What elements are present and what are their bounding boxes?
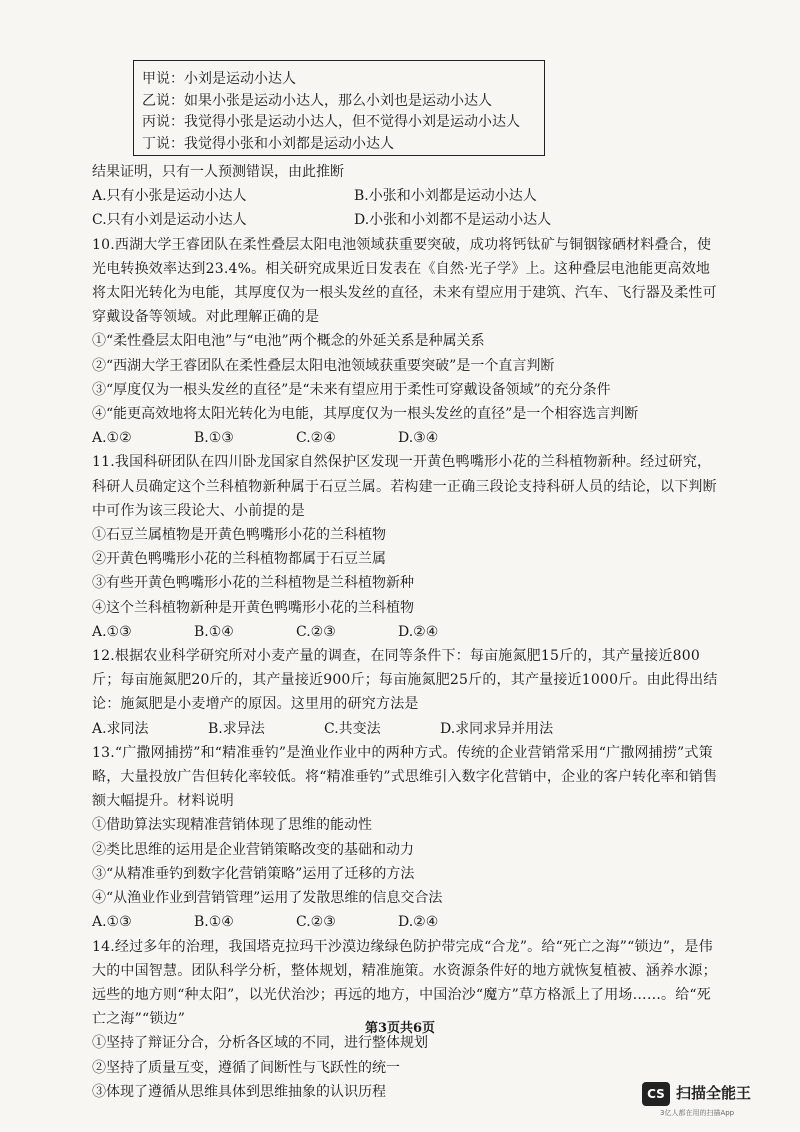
watermark-title: 扫描全能王: [676, 1084, 752, 1102]
q9-option-d: D.小张和小刘都不是运动小达人: [354, 212, 552, 229]
page-number: 第3页共6页: [364, 1021, 436, 1036]
q11-item-4: ④这个兰科植物新种是开黄色鸭嘴形小花的兰科植物: [92, 599, 414, 616]
question-9: [92, 160, 722, 233]
q14-item-3: ③体现了遵循从思维具体到思维抽象的认识历程: [92, 1083, 386, 1100]
q11-item-3: ③有些开黄色鸭嘴形小花的兰科植物是兰科植物新种: [92, 575, 414, 592]
q9-option-c: C.只有小刘是运动小达人: [92, 212, 247, 229]
question-13: [92, 741, 722, 935]
watermark-subtitle: 3亿人都在用的扫描App: [660, 1109, 735, 1117]
q13-stem: 13.“广撒网捕捞”和“精准垂钓”是渔业作业中的两种方式。传统的企业营销常采用“广撒网捕捞”式策略，大量投放广告但转化率较低。将“精准垂钓”式思维引入数字化营销中，企业的客户转化率和销售额大幅提升。材料说明: [92, 744, 718, 810]
q13-item-2: ②类比思维的运用是企业营销策略改变的基础和动力: [92, 841, 414, 858]
q13-item-1: ①借助算法实现精准营销体现了思维的能动性: [92, 817, 372, 834]
question-10: [92, 233, 722, 451]
q11-option-c: C.②③: [296, 623, 336, 640]
q10-item-3: ③“厚度仅为一根头发丝的直径”是“未来有望应用于柔性可穿戴设备领域”的充分条件: [92, 381, 611, 398]
q10-item-4: ④“能更高效地将太阳光转化为电能，其厚度仅为一根头发丝的直径”是一个相容选言判断: [92, 406, 639, 423]
q12-option-b: B.求异法: [208, 720, 265, 737]
statement-box: [133, 60, 545, 156]
q10-option-a: A.①②: [92, 430, 132, 447]
q12-stem: 12.根据农业科学研究所对小麦产量的调查，在同等条件下：每亩施氮肥15斤的，其产量接近800斤；每亩施氮肥20斤的，其产量接近900斤；每亩施氮肥25斤的，其产量接近1000斤。由此得出结论：施氮肥是小麦增产的原因。这里用的研究方法是: [92, 648, 718, 713]
statement-bing: 丙说：我觉得小张是运动小达人，但不觉得小刘是运动小达人: [142, 114, 520, 130]
q14-item-2: ②坚持了质量互变，遵循了间断性与飞跃性的统一: [92, 1059, 400, 1076]
q11-option-b: B.①④: [194, 623, 234, 640]
q11-item-1: ①石豆兰属植物是开黄色鸭嘴形小花的兰科植物: [92, 527, 386, 544]
q10-option-c: C.②④: [296, 430, 336, 447]
q13-item-4: ④“从渔业作业到营销管理”运用了发散思维的信息交合法: [92, 890, 443, 907]
camscanner-logo-icon: CS: [642, 1082, 670, 1106]
statement-jia: 甲说：小刘是运动小达人: [142, 71, 296, 87]
q11-stem: 11.我国科研团队在四川卧龙国家自然保护区发现一开黄色鸭嘴形小花的兰科植物新种。经过研究，科研人员确定这个兰科植物新种属于石豆兰属。若构建一正确三段论支持科研人员的结论，以下判断中可作为该三段论大、小前提的是: [92, 454, 717, 519]
q10-item-2: ②“西湖大学王睿团队在柔性叠层太阳电池领域获重要突破”是一个直言判断: [92, 357, 555, 374]
q10-stem: 10.西湖大学王睿团队在柔性叠层太阳电池领域获重要突破，成功将钙钛矿与铜铟镓硒材料叠合，使光电转换效率达到23.4%。相关研究成果近日发表在《自然·光子学》上。这种叠层电池能更高效地将太阳光转化为电能，其厚度仅为一根头发丝的直径，未来有望应用于建筑、汽车、飞行器及柔性可穿戴设备等领域。对此理解正确的是: [92, 236, 717, 326]
q10-item-1: ①“柔性叠层太阳电池”与“电池”两个概念的外延关系是种属关系: [92, 333, 485, 350]
q12-option-d: D.求同求异并用法: [440, 720, 554, 737]
q13-item-3: ③“从精准垂钓到数字化营销策略”运用了迁移的方法: [92, 865, 415, 882]
q11-option-d: D.②④: [398, 623, 439, 640]
statement-ding: 丁说：我觉得小张和小刘都是运动小达人: [142, 135, 394, 152]
statement-yi: 乙说：如果小张是运动小达人，那么小刘也是运动小达人: [142, 92, 492, 109]
q11-option-a: A.①③: [92, 623, 132, 640]
q9-option-a: A.只有小张是运动小达人: [92, 188, 247, 205]
q13-option-a: A.①③: [92, 914, 132, 931]
q14-stem: 14.经过多年的治理，我国塔克拉玛干沙漠边缘绿色防护带完成“合龙”。给“死亡之海”“锁边”，是伟大的中国智慧。团队科学分析，整体规划，精准施策。水资源条件好的地方就恢复植被、涵养水源；远些的地方则“种太阳”，以光伏治沙；再远的地方，中国治沙“魔方”草方格派上了用场……。给“死亡之海”“锁边”: [92, 938, 717, 1028]
question-12: [92, 644, 722, 741]
q10-option-d: D.③④: [398, 430, 439, 447]
q12-option-c: C.共变法: [324, 720, 381, 737]
q13-option-d: D.②④: [398, 914, 439, 931]
q13-option-c: C.②③: [296, 914, 336, 931]
q9-stem: 结果证明，只有一人预测错误，由此推断: [92, 164, 344, 180]
scanner-watermark: [642, 1080, 792, 1118]
questions: [92, 160, 722, 1104]
q13-option-b: B.①④: [194, 914, 234, 931]
question-11: [92, 450, 722, 644]
q12-option-a: A.求同法: [92, 720, 149, 737]
q11-item-2: ②开黄色鸭嘴形小花的兰科植物都属于石豆兰属: [92, 551, 386, 568]
q14-item-1: ①坚持了辩证分合，分析各区域的不同，进行整体规划: [92, 1035, 428, 1052]
q10-option-b: B.①③: [194, 430, 234, 447]
q9-option-b: B.小张和小刘都是运动小达人: [354, 188, 537, 205]
